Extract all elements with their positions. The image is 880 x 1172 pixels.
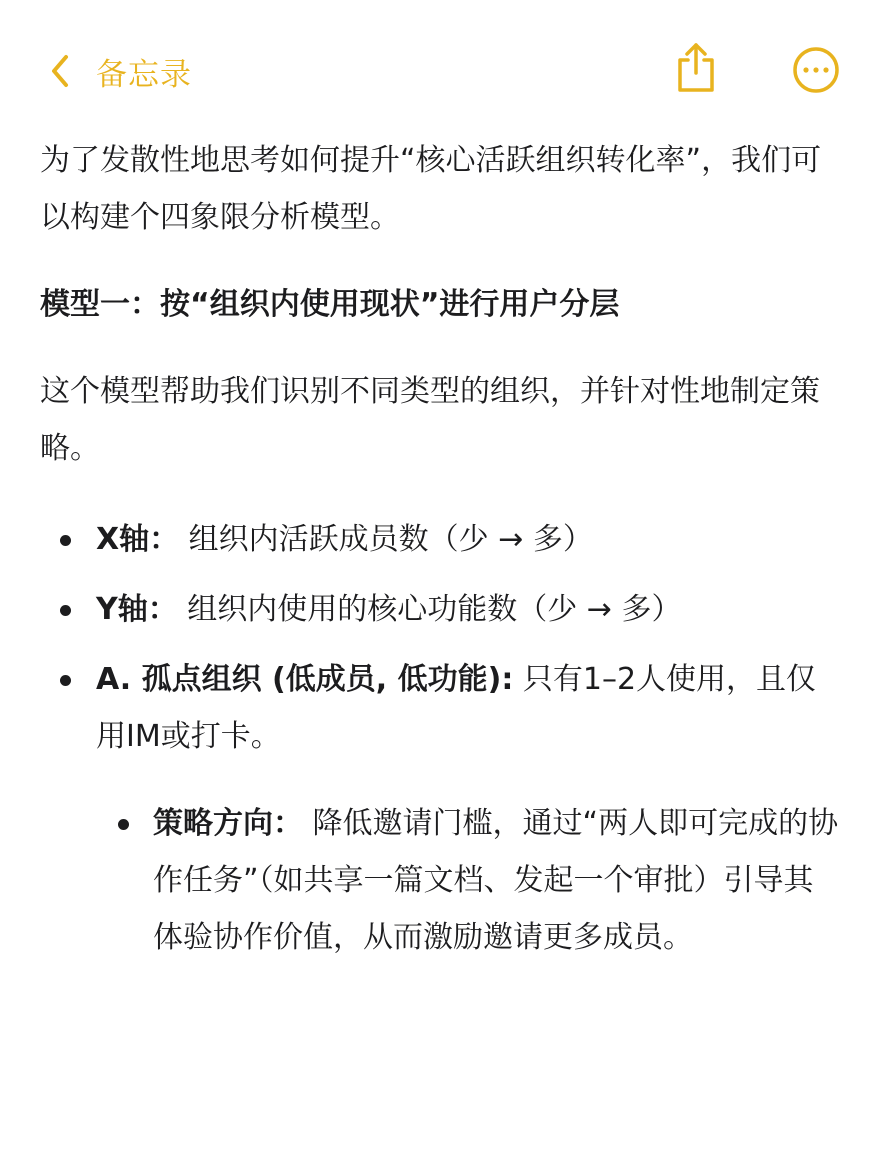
more-button[interactable] <box>792 46 840 94</box>
ellipsis-circle-icon <box>792 79 840 98</box>
chevron-left-icon <box>50 51 78 91</box>
x-axis-text: 组织内活跃成员数（少 → 多） <box>179 522 593 557</box>
list-item-strategy <box>40 795 840 966</box>
bullet-dot-icon <box>60 675 71 686</box>
model-bullet-list <box>40 511 840 966</box>
list-item-y-axis <box>40 581 840 638</box>
navigation-bar <box>0 0 880 140</box>
share-button[interactable] <box>674 40 718 94</box>
back-label: 备忘录 <box>96 56 192 93</box>
bullet-dot-icon <box>60 605 71 616</box>
model-heading: 模型一：按“组织内使用现状”进行用户分层 <box>40 287 620 322</box>
bullet-dot-icon <box>60 535 71 546</box>
list-item-quadrant-a <box>40 651 840 966</box>
quadrant-a-text: 只有1–2人使用，且仅用IM或打卡。 <box>96 662 817 754</box>
bullet-dot-icon <box>118 819 129 830</box>
list-item-x-axis <box>40 511 840 568</box>
quadrant-a-sub-list <box>40 795 840 966</box>
back-button[interactable] <box>50 46 192 96</box>
y-axis-text: 组织内使用的核心功能数（少 → 多） <box>177 592 682 627</box>
share-icon <box>674 79 718 98</box>
model-description: 这个模型帮助我们识别不同类型的组织，并针对性地制定策略。 <box>40 374 820 466</box>
note-body[interactable] <box>40 132 840 979</box>
strategy-label: 策略方向： <box>153 806 303 841</box>
x-axis-label: X轴： <box>96 522 180 557</box>
quadrant-a-label: A. 孤点组织 (低成员, 低功能): <box>96 662 514 697</box>
intro-paragraph: 为了发散性地思考如何提升“核心活跃组织转化率”，我们可以构建个四象限分析模型。 <box>40 143 822 235</box>
y-axis-label: Y轴： <box>96 592 178 627</box>
strategy-text: 降低邀请门槛，通过“两人即可完成的协作任务”（如共享一篇文档、发起一个审批）引导其体验协作价值，从而激励邀请更多成员。 <box>153 806 839 955</box>
